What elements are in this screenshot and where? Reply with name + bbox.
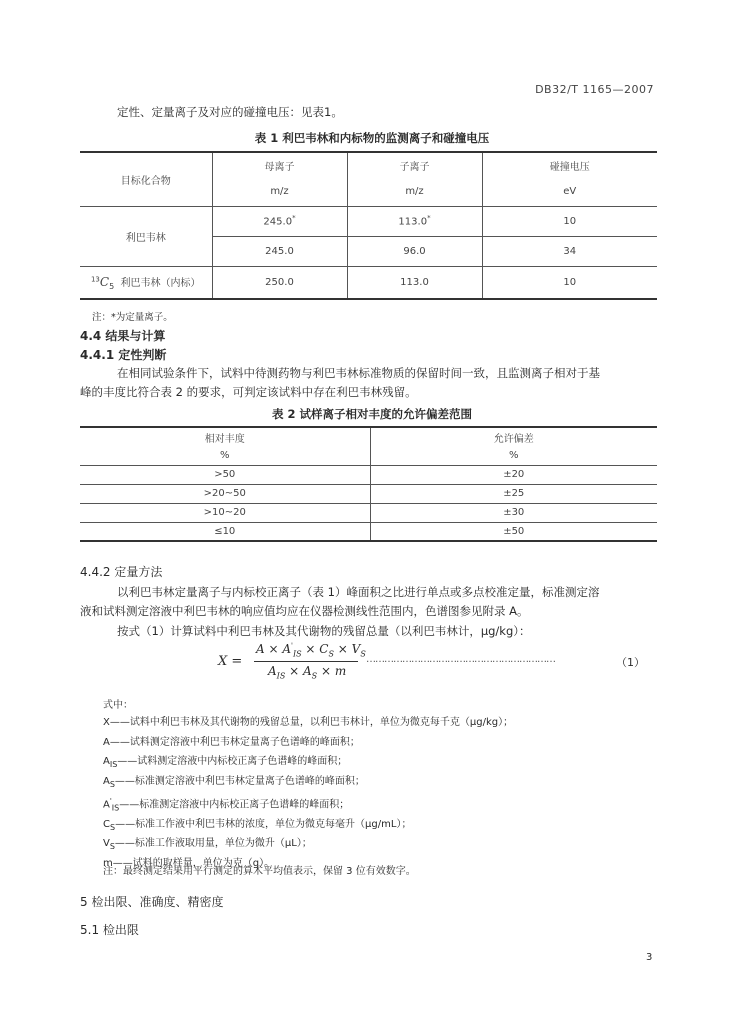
page-number: 3 (646, 952, 653, 963)
parent-ion: 245.0 (212, 236, 347, 266)
table-row (80, 522, 657, 541)
legend-row: A——试料测定溶液中利巴韦林定量离子色谱峰的峰面积； (103, 736, 360, 748)
section-5-1-heading: 5.1 检出限 (80, 923, 139, 937)
collision-voltage: 34 (482, 236, 657, 266)
quantitative-paragraph-line2: 液和试料测定溶液中利巴韦林的响应值均应在仪器检测线性范围内，色谱图参见附录 A。 (80, 604, 529, 618)
parent-ion: 250.0 (212, 266, 347, 299)
quantitative-paragraph-line1: 以利巴韦林定量离子与内标校正离子（表 1）峰面积之比进行单点或多点校准定量，标准测定溶 (117, 585, 600, 599)
legend-row: $A'_{IS}——$标准测定溶液中内标校正离子色谱峰的峰面积； (103, 797, 350, 813)
daughter-ion: 113.0* (347, 206, 482, 236)
formula-1 (218, 640, 658, 688)
intro-line: 定性、定量离子及对应的碰撞电压：见表1。 (117, 105, 343, 119)
collision-voltage: 10 (482, 206, 657, 236)
daughter-ion: 113.0 (347, 266, 482, 299)
table-row (80, 266, 657, 299)
legend-row: X——试料中利巴韦林及其代谢物的残留总量，以利巴韦林计，单位为微克每千克（μg/kg）； (103, 717, 514, 728)
table2-caption: 表 2 试样离子相对丰度的允许偏差范围 (271, 407, 472, 421)
abundance-cell: ≤10 (80, 522, 370, 541)
col-voltage-unit: eV (482, 178, 657, 206)
legend-row: $A_{IS}——$试料测定溶液中内标校正离子色谱峰的峰面积； (103, 756, 348, 769)
formula-lhs: X = (218, 654, 243, 669)
internal-standard-name: $^{13}C_5$ 利巴韦林（内标） (80, 266, 212, 299)
col-voltage-header: 碰撞电压 (482, 152, 657, 178)
table1-caption: 表 1 利巴韦林和内标物的监测离子和碰撞电压 (254, 131, 490, 145)
col-daughter-unit: m/z (347, 178, 482, 206)
table2 (80, 426, 657, 542)
legend-row: m——试料的取样量，单位为克（g）。 (103, 857, 275, 869)
legend-row: $C_S——$标准工作液中利巴韦林的浓度，单位为微克每毫升（μg/mL）； (103, 818, 412, 832)
col-tolerance-unit: % (370, 446, 657, 465)
table-row (80, 484, 657, 503)
qualitative-paragraph-line1: 在相同试验条件下，试料中待测药物与利巴韦林标准物质的保留时间一致，且监测离子相对于基 (117, 366, 600, 380)
formula-denominator: $A_{IS} \times A_S \times m$ (268, 664, 347, 681)
daughter-ion: 96.0 (347, 236, 482, 266)
legend-row: $V_S——$标准工作液取用量，单位为微升（μL）； (103, 838, 312, 852)
tolerance-cell: ±20 (370, 465, 657, 484)
formula-number: （1） (616, 656, 645, 669)
variable-legend (103, 715, 513, 875)
table-row (80, 206, 657, 236)
col-parent-unit: m/z (212, 178, 347, 206)
formula-leader-dots: ……………………………………………………… (366, 654, 555, 665)
col-target-header: 目标化合物 (80, 152, 212, 206)
table1 (80, 151, 657, 300)
col-tolerance-header: 允许偏差 (370, 427, 657, 446)
table-row (80, 503, 657, 522)
collision-voltage: 10 (482, 266, 657, 299)
col-daughter-header: 子离子 (347, 152, 482, 178)
abundance-cell: >50 (80, 465, 370, 484)
fraction-bar (254, 661, 358, 662)
section-4-4-1-heading: 4.4.1 定性判断 (80, 348, 167, 362)
col-abundance-header: 相对丰度 (80, 427, 370, 446)
formula-numerator: $A \times A'_{IS} \times C_S \times V_S$ (256, 642, 366, 659)
tolerance-cell: ±30 (370, 503, 657, 522)
formula-intro: 按式（1）计算试料中利巴韦林及其代谢物的残留总量（以利巴韦林计，μg/kg）： (117, 624, 531, 638)
section-4-4-heading: 4.4 结果与计算 (80, 329, 166, 343)
legend-note: 注：最终测定结果用平行测定的算术平均值表示，保留 3 位有效数字。 (103, 866, 416, 877)
legend-title: 式中： (103, 700, 133, 711)
document-code: DB32/T 1165—2007 (535, 83, 654, 96)
tolerance-cell: ±25 (370, 484, 657, 503)
table1-note: 注：*为定量离子。 (92, 312, 173, 323)
parent-ion: 245.0* (212, 206, 347, 236)
abundance-cell: >10~20 (80, 503, 370, 522)
ribavirin-name: 利巴韦林 (80, 206, 212, 266)
tolerance-cell: ±50 (370, 522, 657, 541)
section-4-4-2-heading: 4.4.2 定量方法 (80, 565, 163, 579)
table-row (80, 465, 657, 484)
abundance-cell: >20~50 (80, 484, 370, 503)
col-parent-header: 母离子 (212, 152, 347, 178)
section-5-heading: 5 检出限、准确度、精密度 (80, 895, 224, 909)
qualitative-paragraph-line2: 峰的丰度比符合表 2 的要求，可判定该试料中存在利巴韦林残留。 (80, 385, 417, 399)
legend-row: $A_S——$标准测定溶液中利巴韦林定量离子色谱峰的峰面积； (103, 775, 365, 789)
col-abundance-unit: % (80, 446, 370, 465)
